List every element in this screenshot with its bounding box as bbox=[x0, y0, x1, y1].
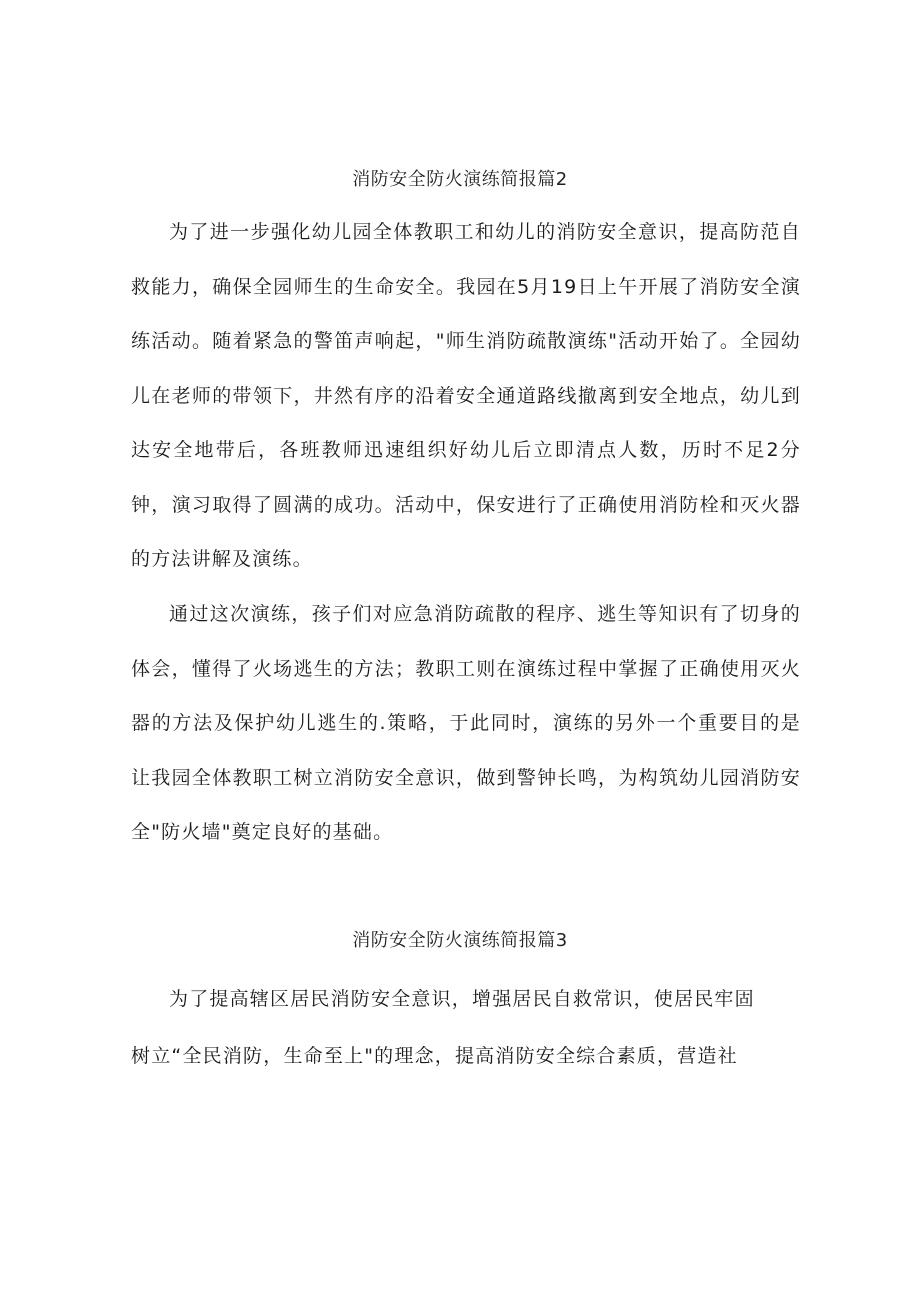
section-title: 消防安全防火演练简报篇2 bbox=[352, 169, 568, 190]
paragraph-line: 为了提高辖区居民消防安全意识，增强居民自救常识，使居民牢固 bbox=[169, 988, 755, 1010]
paragraph: 为了进一步强化幼儿园全体教职工和幼儿的消防安全意识，提高防范自救能力，确保全园师生的生命安全。我园在5月19日上午开展了消防安全演练活动。随着紧急的警笛声响起，"师生消防疏散演练"活动开始了。全园幼儿在老师的带领下，井然有序的沿着安全通道路线撤离到安全地点，幼儿到达安全地带后，各班教师迅速组织好幼儿后立即清点人数，历时不足2分钟，演习取得了圆满的成功。活动中，保安进行了正确使用消防栓和灭火器的方法讲解及演练。 bbox=[131, 221, 801, 570]
paragraph: 通过这次演练，孩子们对应急消防疏散的程序、逃生等知识有了切身的体会，懂得了火场逃生的方法；教职工则在演练过程中掌握了正确使用灭火器的方法及保护幼儿逃生的.策略，于此同时，演练的另外一个重要目的是让我园全体教职工树立消防安全意识，做到警钟长鸣，为构筑幼儿园消防安全"防火墙"奠定良好的基础。 bbox=[131, 603, 801, 843]
paragraph-line: 树立“全民消防，生命至上"的理念，提高消防安全综合素质，营造社 bbox=[131, 1045, 738, 1067]
section-title: 消防安全防火演练简报篇3 bbox=[352, 930, 568, 951]
